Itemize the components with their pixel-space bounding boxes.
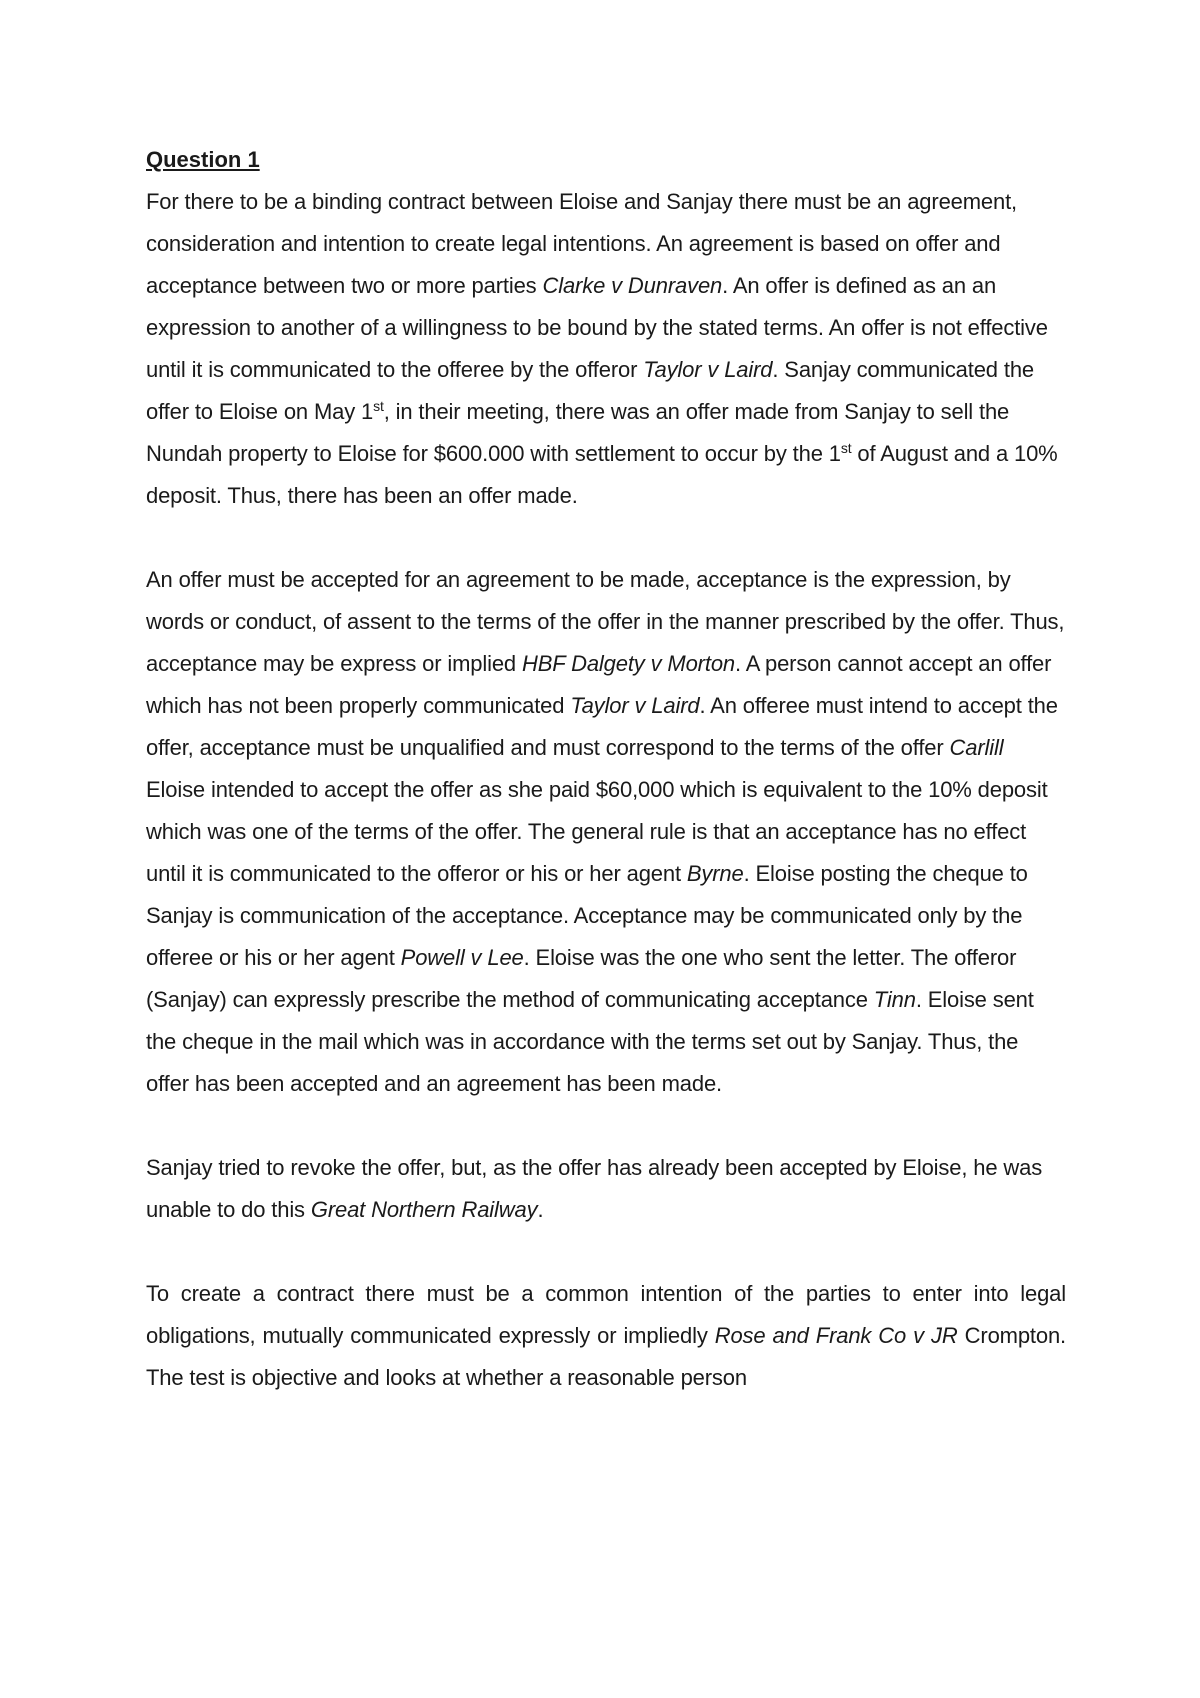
text-run: Crompton. The test is objective and looks at whether a reasonable person (146, 1323, 1067, 1390)
text-run: . An offer is defined as an an expression to another of a willingness to be bound by the stated terms. An offer is not effective until it is communicated to the offeree by the offeror (146, 273, 1048, 382)
case-citation: Great Northern Railway (310, 1197, 538, 1222)
text-run: . Eloise was the one who sent the letter. The offeror (Sanjay) can expressly prescribe the method of communicating acceptance (146, 945, 1017, 1012)
case-citation: Byrne (686, 861, 744, 886)
text-run: . (537, 1197, 544, 1222)
document-page (146, 139, 1066, 1399)
ordinal-superscript: st (840, 440, 852, 456)
paragraph-offer (146, 181, 1066, 517)
case-citation: Carlill (949, 735, 1004, 760)
paragraph-acceptance (146, 559, 1066, 1105)
case-citation: Clarke v Dunraven (542, 273, 723, 298)
text-run: . Eloise sent the cheque in the mail which was in accordance with the terms set out by Sanjay. Thus, the offer has been accepted and an agreement has been made. (146, 987, 1034, 1096)
paragraph-revocation (146, 1147, 1066, 1231)
text-run: , in their meeting, there was an offer made from Sanjay to sell the Nundah property to Eloise for $600.000 with settlement to occur by the 1 (146, 399, 1010, 466)
text-run: . Eloise posting the cheque to Sanjay is communication of the acceptance. Acceptance may be communicated only by the offeree or his or her agent (146, 861, 1028, 970)
case-citation: Powell v Lee (400, 945, 524, 970)
text-run: To create a contract there must be a common intention of the parties to enter into legal obligations, mutually communicated expressly or impliedly (146, 1281, 1066, 1348)
text-run: For there to be a binding contract between Eloise and Sanjay there must be an agreement, consideration and intention to create legal intentions. An agreement is based on offer and acceptance between two or more parties (146, 189, 1018, 298)
text-run: Eloise intended to accept the offer as she paid $60,000 which is equivalent to the 10% deposit which was one of the terms of the offer. The general rule is that an acceptance has no effect until it is communicated to the offeror or his or her agent (146, 777, 1048, 886)
case-citation: Taylor v Laird (570, 693, 700, 718)
text-run: Sanjay tried to revoke the offer, but, as the offer has already been accepted by Eloise, he was unable to do this (146, 1155, 1043, 1222)
text-run: . A person cannot accept an offer which has not been properly communicated (146, 651, 1052, 718)
ordinal-superscript: st (373, 398, 384, 414)
question-heading: Question 1 (146, 147, 260, 172)
text-run: of August and a 10% deposit. Thus, there has been an offer made. (146, 441, 1058, 508)
text-run: . An offeree must intend to accept the offer, acceptance must be unqualified and must correspond to the terms of the offer (146, 693, 1058, 760)
case-citation: Rose and Frank Co v JR (714, 1323, 958, 1348)
paragraph-intention (146, 1273, 1066, 1399)
case-citation: Taylor v Laird (643, 357, 773, 382)
case-citation: Tinn (873, 987, 916, 1012)
case-citation: HBF Dalgety v Morton (521, 651, 735, 676)
text-run: An offer must be accepted for an agreement to be made, acceptance is the expression, by words or conduct, of assent to the terms of the offer in the manner prescribed by the offer. Thus, acceptance may be express or implied (146, 567, 1065, 676)
text-run: . Sanjay communicated the offer to Eloise on May 1 (146, 357, 1034, 424)
